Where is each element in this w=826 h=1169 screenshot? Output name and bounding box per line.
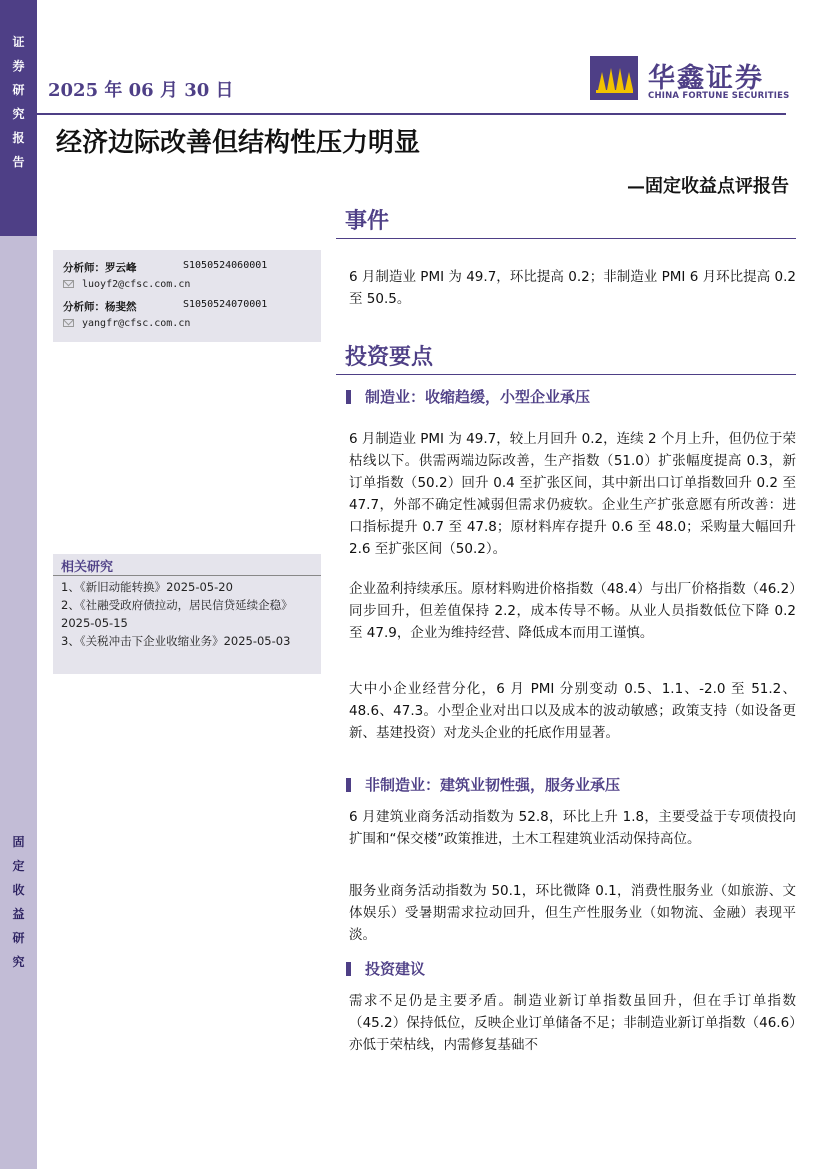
- analyst-email-row: [63, 279, 190, 290]
- analyst-license: S1050524070001: [183, 299, 268, 310]
- analyst-name: 分析师：罗云峰: [63, 262, 137, 274]
- manufacturing-para-3: 大中小企业经营分化，6 月 PMI 分别变动 0.5、1.1、-2.0 至 51.2、48.6、47.3。小型企业对出口以及成本的波动敏感；政策支持（如设备更新、基建投资）对龙头企业的托底作用显著。: [349, 681, 796, 741]
- analyst-name: 分析师：杨斐然: [63, 301, 137, 313]
- analyst-license: S1050524060001: [183, 260, 268, 271]
- company-logo: [590, 56, 790, 108]
- header-divider: [37, 113, 786, 115]
- report-title: 经济边际改善但结构性压力明显: [56, 128, 421, 158]
- analyst-box: [53, 250, 321, 342]
- non-manufacturing-para-2: 服务业商务活动指数为 50.1，环比微降 0.1，消费性服务业（如旅游、文体娱乐）受暑期需求拉动回升，但生产性服务业（如物流、金融）表现平淡。: [349, 883, 796, 943]
- points-heading: 投资要点: [345, 344, 434, 370]
- related-item[interactable]: 3、《关税冲击下企业收缩业务》2025-05-03: [61, 634, 291, 648]
- logo-english-name: CHINA FORTUNE SECURITIES: [648, 91, 790, 101]
- analyst-row: [63, 299, 268, 314]
- analyst-email-row: [63, 318, 190, 329]
- event-heading: 事件: [345, 208, 390, 234]
- mail-icon: [63, 280, 74, 288]
- non-manufacturing-para-1: 6 月建筑业商务活动指数为 52.8，环比上升 1.8，主要受益于专项债投向扩围和“保交楼”政策推进，土木工程建筑业活动保持高位。: [349, 809, 796, 847]
- mail-icon: [63, 319, 74, 327]
- section-bullet-icon: [346, 778, 351, 792]
- sidebar: [0, 0, 37, 1169]
- advice-heading: 投资建议: [346, 958, 425, 979]
- report-date: 2025 年 06 月 30 日: [48, 80, 234, 101]
- related-divider: [53, 575, 321, 576]
- related-list: [61, 578, 317, 650]
- points-divider: [336, 374, 796, 375]
- advice-para-1: 需求不足仍是主要矛盾。制造业新订单指数虽回升，但在手订单指数（45.2）保持低位，反映企业订单储备不足；非制造业新订单指数（46.6）亦低于荣枯线，内需修复基础不: [349, 993, 796, 1053]
- section-bullet-icon: [346, 390, 351, 404]
- related-item[interactable]: 2、《社融受政府债拉动，居民信贷延续企稳》2025-05-15: [61, 598, 293, 630]
- manufacturing-para-1: 6 月制造业 PMI 为 49.7，较上月回升 0.2，连续 2 个月上升，但仍位于荣枯线以下。供需两端边际改善，生产指数（51.0）扩张幅度提高 0.3，新订单指数（50.2）回升 0.4 至扩张区间，其中新出口订单指数回升 0.2 至 47.7，外部不确定性减弱但需求仍疲软。企业生产扩张意愿有所改善：进口指标提升 0.7 至 47.8；原材料库存提升 0.6 至 48.0；采购量大幅回升 2.6 至扩张区间（50.2）。: [349, 431, 796, 557]
- analyst-email[interactable]: luoyf2@cfsc.com.cn: [82, 279, 191, 290]
- event-divider: [336, 238, 796, 239]
- manufacturing-para-2: 企业盈利持续承压。原材料购进价格指数（48.4）与出厂价格指数（46.2）同步回升，但差值保持 2.2，成本传导不畅。从业人员指数低位下降 0.2 至 47.9，企业为维持经营、降低成本而用工谨慎。: [349, 581, 796, 641]
- event-text: 6 月制造业 PMI 为 49.7，环比提高 0.2；非制造业 PMI 6 月环比提高 0.2 至 50.5。: [349, 269, 796, 307]
- sidebar-bottom-label: 固 定 收 益 研 究: [12, 835, 25, 969]
- analyst-row: [63, 260, 268, 275]
- non-manufacturing-heading: 非制造业：建筑业韧性强，服务业承压: [346, 774, 620, 795]
- section-bullet-icon: [346, 962, 351, 976]
- manufacturing-heading: 制造业：收缩趋缓，小型企业承压: [346, 386, 590, 407]
- related-research-title: 相关研究: [61, 560, 114, 575]
- sidebar-top-label: 证 券 研 究 报 告: [12, 35, 25, 169]
- report-subtitle: —固定收益点评报告: [627, 176, 789, 197]
- related-research: [53, 554, 321, 674]
- logo-chinese-name: 华鑫证券: [648, 63, 764, 94]
- related-item[interactable]: 1、《新旧动能转换》2025-05-20: [61, 580, 233, 594]
- analyst-email[interactable]: yangfr@cfsc.com.cn: [82, 318, 191, 329]
- logo-mark-icon: [590, 56, 638, 100]
